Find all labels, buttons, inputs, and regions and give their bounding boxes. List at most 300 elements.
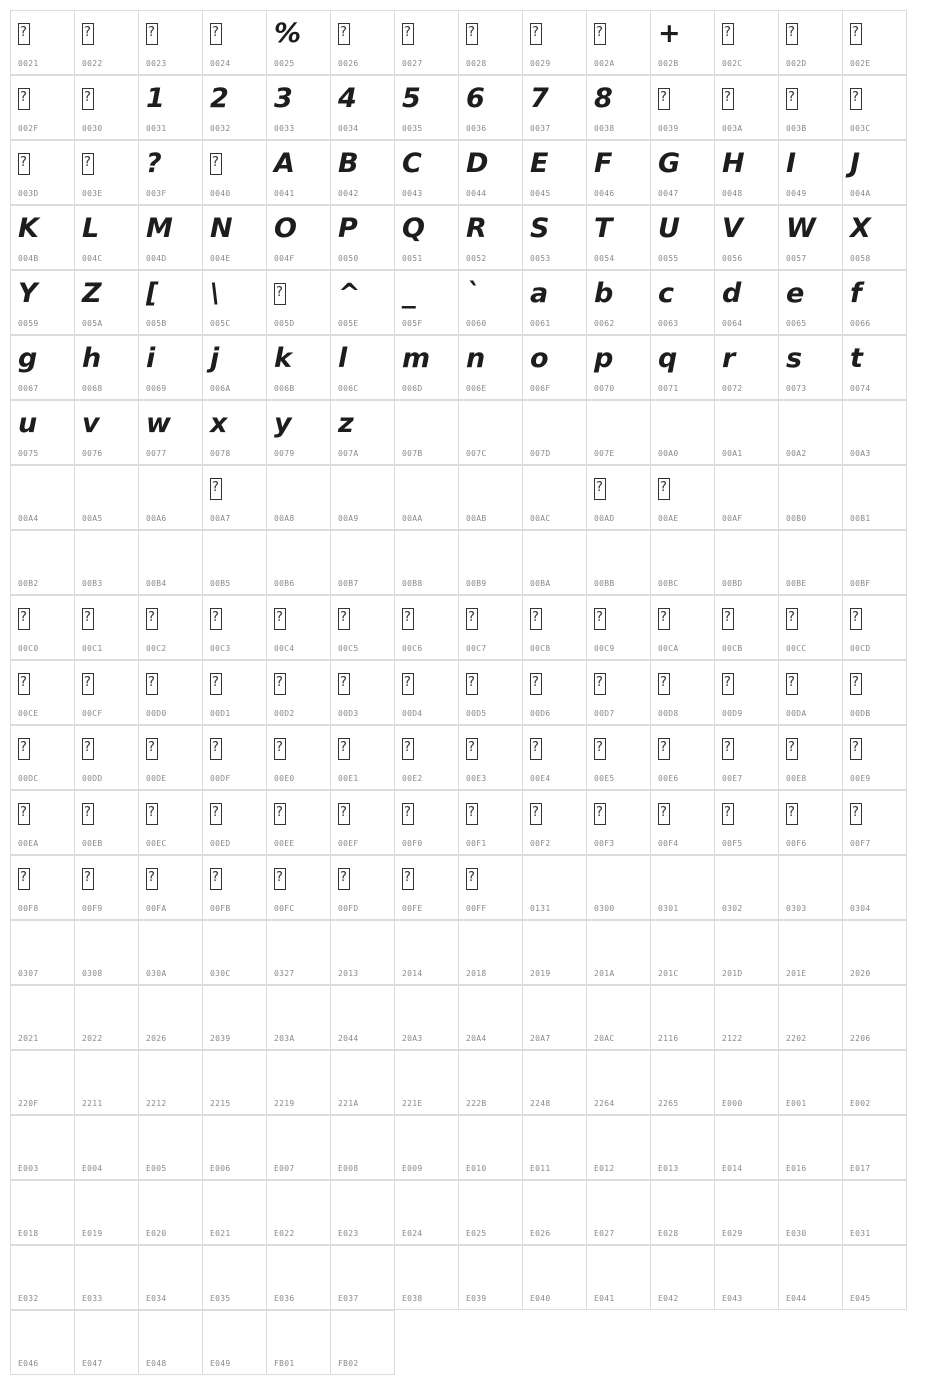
glyph-char: u (18, 408, 37, 439)
glyph-cell (330, 530, 395, 595)
glyph-cell (458, 855, 523, 920)
missing-glyph-box-icon (658, 673, 670, 695)
glyph-char: j (210, 343, 219, 374)
codepoint-label: 00DD (82, 774, 103, 783)
tofu-box-icon (402, 667, 414, 706)
glyph-cell (74, 335, 139, 400)
glyph-cell (650, 1180, 715, 1245)
glyph-cell (266, 400, 331, 465)
codepoint-label: E022 (274, 1229, 295, 1238)
codepoint-label: 00C5 (338, 644, 359, 653)
codepoint-label: 00B4 (146, 579, 167, 588)
glyph-cell (842, 1245, 907, 1310)
tofu-box-icon (82, 797, 94, 836)
codepoint-label: 0044 (466, 189, 487, 198)
codepoint-label: 201C (658, 969, 679, 978)
codepoint-label: 00C4 (274, 644, 295, 653)
glyph-char: J (850, 148, 860, 179)
tofu-box-icon (18, 862, 30, 901)
missing-glyph-box-icon (530, 673, 542, 695)
glyph-cell (266, 985, 331, 1050)
tofu-box-icon (402, 732, 414, 771)
glyph-char: R (466, 213, 486, 244)
glyph-cell (202, 10, 267, 75)
codepoint-label: 00A7 (210, 514, 231, 523)
missing-glyph-box-icon (82, 738, 94, 760)
glyph-char: q (658, 343, 677, 374)
codepoint-label: 005A (82, 319, 103, 328)
codepoint-label: 00FC (274, 904, 295, 913)
glyph-cell (522, 1050, 587, 1115)
codepoint-label: 0300 (594, 904, 615, 913)
codepoint-label: 0060 (466, 319, 487, 328)
tofu-box-icon (18, 17, 30, 56)
tofu-box-icon (210, 602, 222, 641)
glyph-cell (330, 920, 395, 985)
codepoint-label: E021 (210, 1229, 231, 1238)
glyph-char: F (594, 148, 612, 179)
missing-glyph-box-icon (786, 673, 798, 695)
glyph-char: O (274, 213, 296, 244)
glyph-cell (842, 205, 907, 270)
glyph-cell (650, 465, 715, 530)
glyph-cell (522, 725, 587, 790)
glyph-cell (10, 1180, 75, 1245)
glyph-cell (778, 985, 843, 1050)
codepoint-label: 2019 (530, 969, 551, 978)
glyph-cell (586, 790, 651, 855)
glyph-row (10, 790, 920, 855)
codepoint-label: 0026 (338, 59, 359, 68)
glyph-row (10, 465, 920, 530)
codepoint-label: 2021 (18, 1034, 39, 1043)
glyph-row (10, 530, 920, 595)
missing-glyph-box-icon (594, 803, 606, 825)
codepoint-label: E016 (786, 1164, 807, 1173)
glyph-char: r (722, 343, 735, 374)
missing-glyph-box-icon (82, 23, 94, 45)
glyph-cell (842, 465, 907, 530)
glyph-char: _ (402, 278, 415, 309)
glyph-cell (10, 335, 75, 400)
glyph-cell (74, 660, 139, 725)
codepoint-label: E028 (658, 1229, 679, 1238)
codepoint-label: 0307 (18, 969, 39, 978)
glyph-cell (650, 335, 715, 400)
glyph-cell (650, 855, 715, 920)
missing-glyph-box-icon (18, 88, 30, 110)
glyph-cell (842, 790, 907, 855)
glyph-row (10, 140, 920, 205)
codepoint-label: 0050 (338, 254, 359, 263)
codepoint-label: 00BF (850, 579, 871, 588)
codepoint-label: 00D9 (722, 709, 743, 718)
missing-glyph-box-icon (210, 673, 222, 695)
glyph-cell (842, 725, 907, 790)
glyph-cell (458, 270, 523, 335)
glyph-cell (650, 270, 715, 335)
missing-glyph-box-icon (658, 608, 670, 630)
glyph-cell (138, 1115, 203, 1180)
codepoint-label: E043 (722, 1294, 743, 1303)
glyph-cell (10, 660, 75, 725)
tofu-box-icon (210, 17, 222, 56)
glyph-cell (74, 920, 139, 985)
missing-glyph-box-icon (466, 868, 478, 890)
codepoint-label: 00FA (146, 904, 167, 913)
glyph-char: 3 (274, 83, 292, 114)
glyph-cell (202, 140, 267, 205)
glyph-cell (650, 205, 715, 270)
codepoint-label: E018 (18, 1229, 39, 1238)
codepoint-label: 00BE (786, 579, 807, 588)
codepoint-label: 00CF (82, 709, 103, 718)
tofu-box-icon (82, 667, 94, 706)
glyph-cell (138, 140, 203, 205)
tofu-box-icon (82, 862, 94, 901)
codepoint-label: 00FE (402, 904, 423, 913)
glyph-cell (586, 205, 651, 270)
glyph-cell (842, 140, 907, 205)
codepoint-label: E002 (850, 1099, 871, 1108)
codepoint-label: 006D (402, 384, 423, 393)
codepoint-label: 00C9 (594, 644, 615, 653)
glyph-cell (714, 530, 779, 595)
codepoint-label: 005E (338, 319, 359, 328)
codepoint-label: E037 (338, 1294, 359, 1303)
glyph-cell (330, 75, 395, 140)
glyph-cell (650, 10, 715, 75)
glyph-char: L (82, 213, 99, 244)
codepoint-label: 003F (146, 189, 167, 198)
glyph-cell (522, 660, 587, 725)
missing-glyph-box-icon (274, 738, 286, 760)
glyph-cell (10, 270, 75, 335)
glyph-cell (138, 725, 203, 790)
glyph-cell (202, 1310, 267, 1375)
tofu-box-icon (18, 82, 30, 121)
codepoint-label: 00EC (146, 839, 167, 848)
missing-glyph-box-icon (466, 673, 478, 695)
codepoint-label: 0048 (722, 189, 743, 198)
codepoint-label: 0058 (850, 254, 871, 263)
glyph-cell (522, 985, 587, 1050)
tofu-box-icon (402, 602, 414, 641)
codepoint-label: 00EF (338, 839, 359, 848)
glyph-cell (586, 1180, 651, 1245)
glyph-char: A (274, 148, 294, 179)
codepoint-label: E034 (146, 1294, 167, 1303)
codepoint-label: 00C7 (466, 644, 487, 653)
glyph-cell (650, 75, 715, 140)
codepoint-label: 20A7 (530, 1034, 551, 1043)
tofu-box-icon (338, 732, 350, 771)
codepoint-label: 007B (402, 449, 423, 458)
codepoint-label: 220F (18, 1099, 39, 1108)
codepoint-label: E010 (466, 1164, 487, 1173)
glyph-cell (522, 270, 587, 335)
glyph-cell (778, 10, 843, 75)
codepoint-label: 00C0 (18, 644, 39, 653)
tofu-box-icon (146, 17, 158, 56)
codepoint-label: 00A1 (722, 449, 743, 458)
glyph-cell (266, 920, 331, 985)
glyph-cell (586, 270, 651, 335)
glyph-cell (202, 725, 267, 790)
glyph-cell (586, 140, 651, 205)
codepoint-label: 00FF (466, 904, 487, 913)
codepoint-label: 0055 (658, 254, 679, 263)
tofu-box-icon (146, 797, 158, 836)
missing-glyph-box-icon (850, 23, 862, 45)
codepoint-label: 0021 (18, 59, 39, 68)
codepoint-label: 00F2 (530, 839, 551, 848)
codepoint-label: 00C2 (146, 644, 167, 653)
glyph-char: 4 (338, 83, 356, 114)
glyph-cell (842, 530, 907, 595)
missing-glyph-box-icon (210, 23, 222, 45)
glyph-cell (522, 400, 587, 465)
codepoint-label: 2013 (338, 969, 359, 978)
codepoint-label: 0072 (722, 384, 743, 393)
tofu-box-icon (466, 732, 478, 771)
codepoint-label: E008 (338, 1164, 359, 1173)
glyph-cell (522, 205, 587, 270)
glyph-cell (458, 465, 523, 530)
glyph-char: E (530, 148, 548, 179)
glyph-cell (138, 270, 203, 335)
glyph-cell (202, 270, 267, 335)
glyph-char: G (658, 148, 680, 179)
missing-glyph-box-icon (850, 803, 862, 825)
tofu-box-icon (274, 732, 286, 771)
glyph-cell (330, 270, 395, 335)
glyph-cell (330, 400, 395, 465)
missing-glyph-box-icon (274, 283, 286, 305)
codepoint-label: E047 (82, 1359, 103, 1368)
tofu-box-icon (850, 17, 862, 56)
codepoint-label: 00A4 (18, 514, 39, 523)
tofu-box-icon (146, 602, 158, 641)
glyph-cell (714, 335, 779, 400)
codepoint-label: 0024 (210, 59, 231, 68)
glyph-cell (138, 335, 203, 400)
codepoint-label: 0304 (850, 904, 871, 913)
glyph-cell (714, 270, 779, 335)
glyph-cell (842, 335, 907, 400)
glyph-char: ^ (338, 278, 360, 309)
glyph-cell (394, 1050, 459, 1115)
glyph-cell (394, 530, 459, 595)
glyph-char: X (850, 213, 870, 244)
codepoint-label: 00E3 (466, 774, 487, 783)
glyph-cell (394, 270, 459, 335)
tofu-box-icon (210, 472, 222, 511)
codepoint-label: 00E4 (530, 774, 551, 783)
codepoint-label: 00FD (338, 904, 359, 913)
glyph-cell (522, 1180, 587, 1245)
codepoint-label: 0046 (594, 189, 615, 198)
codepoint-label: 0061 (530, 319, 551, 328)
glyph-cell (10, 790, 75, 855)
codepoint-label: 2039 (210, 1034, 231, 1043)
codepoint-label: E019 (82, 1229, 103, 1238)
glyph-char: f (850, 278, 861, 309)
missing-glyph-box-icon (402, 738, 414, 760)
codepoint-label: E041 (594, 1294, 615, 1303)
tofu-box-icon (786, 797, 798, 836)
glyph-cell (10, 725, 75, 790)
glyph-char: e (786, 278, 804, 309)
missing-glyph-box-icon (274, 608, 286, 630)
glyph-cell (650, 790, 715, 855)
codepoint-label: 00D3 (338, 709, 359, 718)
glyph-cell (714, 920, 779, 985)
codepoint-label: 006B (274, 384, 295, 393)
missing-glyph-box-icon (402, 23, 414, 45)
tofu-box-icon (210, 667, 222, 706)
codepoint-label: 002F (18, 124, 39, 133)
glyph-row (10, 920, 920, 985)
codepoint-label: E038 (402, 1294, 423, 1303)
tofu-box-icon (722, 17, 734, 56)
tofu-box-icon (82, 147, 94, 186)
missing-glyph-box-icon (82, 153, 94, 175)
glyph-cell (266, 855, 331, 920)
tofu-box-icon (274, 277, 286, 316)
glyph-cell (842, 10, 907, 75)
glyph-cell (10, 465, 75, 530)
glyph-cell (74, 10, 139, 75)
codepoint-label: 222B (466, 1099, 487, 1108)
codepoint-label: 0064 (722, 319, 743, 328)
missing-glyph-box-icon (402, 868, 414, 890)
missing-glyph-box-icon (18, 868, 30, 890)
codepoint-label: 0066 (850, 319, 871, 328)
codepoint-label: 221E (402, 1099, 423, 1108)
glyph-cell (202, 75, 267, 140)
glyph-char: \ (210, 278, 219, 309)
glyph-cell (10, 595, 75, 660)
codepoint-label: 0077 (146, 449, 167, 458)
glyph-cell (10, 855, 75, 920)
glyph-char: x (210, 408, 227, 439)
glyph-cell (138, 1245, 203, 1310)
glyph-char: m (402, 343, 430, 374)
glyph-char: w (146, 408, 170, 439)
glyph-char: Y (18, 278, 37, 309)
missing-glyph-box-icon (210, 868, 222, 890)
glyph-char: M (146, 213, 172, 244)
codepoint-label: 0069 (146, 384, 167, 393)
codepoint-label: 0023 (146, 59, 167, 68)
glyph-cell (458, 725, 523, 790)
tofu-box-icon (722, 602, 734, 641)
glyph-cell (778, 855, 843, 920)
missing-glyph-box-icon (210, 478, 222, 500)
tofu-box-icon (18, 667, 30, 706)
tofu-box-icon (466, 602, 478, 641)
glyph-cell (522, 10, 587, 75)
glyph-cell (330, 465, 395, 530)
glyph-cell (266, 1115, 331, 1180)
codepoint-label: 007C (466, 449, 487, 458)
tofu-box-icon (786, 17, 798, 56)
missing-glyph-box-icon (82, 868, 94, 890)
glyph-cell (778, 530, 843, 595)
missing-glyph-box-icon (338, 803, 350, 825)
codepoint-label: 00D2 (274, 709, 295, 718)
tofu-box-icon (338, 667, 350, 706)
codepoint-label: 2265 (658, 1099, 679, 1108)
missing-glyph-box-icon (466, 738, 478, 760)
glyph-cell (394, 75, 459, 140)
glyph-char: 2 (210, 83, 228, 114)
codepoint-label: 003E (82, 189, 103, 198)
codepoint-label: E032 (18, 1294, 39, 1303)
glyph-cell (330, 660, 395, 725)
glyph-cell (74, 1180, 139, 1245)
codepoint-label: 2215 (210, 1099, 231, 1108)
glyph-row (10, 10, 920, 75)
missing-glyph-box-icon (274, 803, 286, 825)
tofu-box-icon (786, 667, 798, 706)
codepoint-label: 004D (146, 254, 167, 263)
glyph-cell (394, 1115, 459, 1180)
codepoint-label: 002C (722, 59, 743, 68)
codepoint-label: 005D (274, 319, 295, 328)
tofu-box-icon (850, 667, 862, 706)
codepoint-label: 00C1 (82, 644, 103, 653)
glyph-cell (10, 530, 75, 595)
codepoint-label: 0034 (338, 124, 359, 133)
glyph-char: Z (82, 278, 101, 309)
glyph-cell (778, 1050, 843, 1115)
missing-glyph-box-icon (18, 608, 30, 630)
codepoint-label: 00F4 (658, 839, 679, 848)
glyph-cell (138, 660, 203, 725)
glyph-cell (458, 75, 523, 140)
codepoint-label: 0045 (530, 189, 551, 198)
glyph-cell (74, 530, 139, 595)
glyph-cell (714, 790, 779, 855)
glyph-cell (778, 1245, 843, 1310)
codepoint-label: 006F (530, 384, 551, 393)
codepoint-label: 0029 (530, 59, 551, 68)
codepoint-label: 0056 (722, 254, 743, 263)
glyph-cell (202, 465, 267, 530)
codepoint-label: 00A0 (658, 449, 679, 458)
codepoint-label: E017 (850, 1164, 871, 1173)
codepoint-label: 0074 (850, 384, 871, 393)
codepoint-label: 2014 (402, 969, 423, 978)
tofu-box-icon (594, 17, 606, 56)
codepoint-label: 2044 (338, 1034, 359, 1043)
missing-glyph-box-icon (594, 478, 606, 500)
glyph-cell (330, 10, 395, 75)
tofu-box-icon (722, 732, 734, 771)
codepoint-label: 00F1 (466, 839, 487, 848)
tofu-box-icon (530, 797, 542, 836)
glyph-cell (458, 1180, 523, 1245)
codepoint-label: 00B1 (850, 514, 871, 523)
glyph-cell (202, 985, 267, 1050)
glyph-cell (714, 725, 779, 790)
codepoint-label: 2022 (82, 1034, 103, 1043)
glyph-cell (394, 790, 459, 855)
tofu-box-icon (658, 602, 670, 641)
tofu-box-icon (722, 82, 734, 121)
